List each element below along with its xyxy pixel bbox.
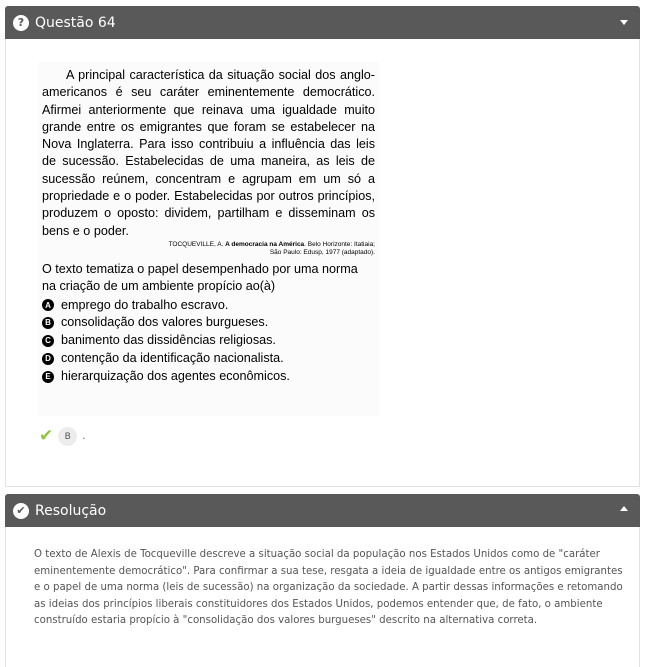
option-d (42, 350, 375, 368)
option-letter-icon: C (42, 335, 54, 347)
checkmark-icon: ✔ (39, 426, 54, 446)
source-line2: São Paulo: Edusp, 1977 (adaptado). (269, 248, 375, 256)
question-prompt: O texto tematiza o papel desempenhado por uma norma na criação de um ambiente propício ao(à) (42, 261, 358, 294)
option-a (42, 297, 375, 315)
expand-caret-icon[interactable] (620, 506, 628, 511)
question-paragraph: A principal característica da situação social dos anglo-americanos é seu caráter eminentemente democrático. Afirmei anteriormente que reinava uma igualdade muito grande entre os emigrantes que foram se estabelecer na Nova Inglaterra. Para isso contribuiu a influência das leis de sucessão. Estabelecidas de uma maneira, as leis de sucessão reúnem, concentram e agrupam em um só a propriedade e o poder. Estabelecidas por outros princípios, produzem o oposto: dividem, partilham e disseminam os bens e o poder. (42, 68, 375, 238)
options-list (42, 297, 375, 386)
question-source (42, 241, 375, 257)
option-text: emprego do trabalho escravo. (61, 297, 229, 312)
option-letter-icon: B (42, 317, 54, 329)
question-content (38, 62, 379, 416)
source-rest: . Belo Horizonte: Itatiaia; (304, 240, 375, 248)
option-letter-icon: E (42, 371, 54, 383)
option-e (42, 368, 375, 386)
source-author: TOCQUEVILLE, A. (168, 240, 224, 248)
answer-suffix: . (82, 431, 86, 442)
question-circle-icon: ? (13, 15, 29, 31)
resolution-panel-header[interactable] (5, 494, 640, 527)
resolution-text: O texto de Alexis de Tocqueville descreve a situação social da população nos Estados Unidos como de "caráter eminentemente democrático". Para confirmar a sua tese, resgata a ideia de igualdade entre os antigos emigrantes e o papel de uma norma (leis de sucessão) na organização da sociedade. A partir dessas informações e retomando as ideias dos princípios liberais constituidores dos Estados Unidos, podemos entender que, de fato, o ambiente construído estaria propício à "consolidação dos valores burgueses" descrito na alternativa correta. (34, 549, 623, 626)
option-b (42, 314, 375, 332)
answer-row (39, 427, 85, 446)
option-text: contenção da identificação nacionalista. (61, 350, 284, 365)
resolution-title: Resolução (35, 502, 107, 519)
option-text: hierarquização dos agentes econômicos. (61, 368, 290, 383)
source-title: A democracia na América (225, 240, 305, 248)
collapse-caret-icon[interactable] (620, 20, 628, 25)
option-letter-icon: D (42, 353, 54, 365)
option-text: banimento das dissidências religiosas. (61, 333, 276, 348)
question-panel-body (5, 39, 640, 487)
answer-badge: B (58, 427, 77, 446)
option-letter-icon: A (42, 299, 54, 311)
question-title: Questão 64 (35, 14, 116, 31)
option-c (42, 332, 375, 350)
check-circle-icon: ✔ (13, 503, 29, 519)
question-panel-header[interactable] (5, 6, 640, 39)
option-text: consolidação dos valores burgueses. (61, 315, 269, 330)
resolution-panel-body (5, 527, 640, 667)
